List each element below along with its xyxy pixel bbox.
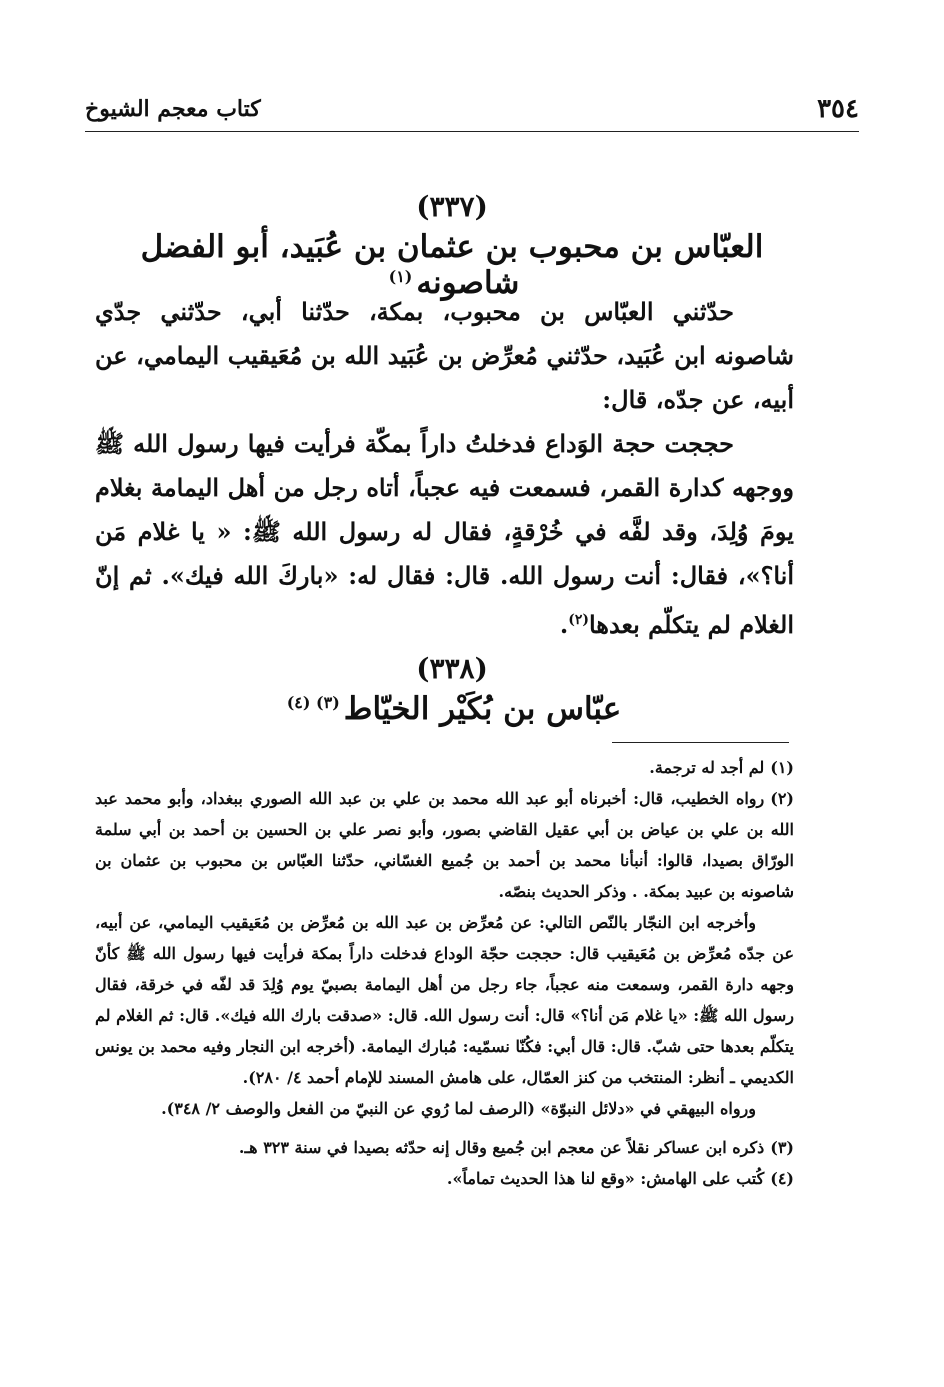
footnote-mark: (٣) xyxy=(770,1138,794,1157)
footnote-text: لم أجد له ترجمة. xyxy=(649,758,765,777)
running-title: كتاب معجم الشيوخ xyxy=(85,96,261,122)
footnote-mark: (٤) xyxy=(770,1169,794,1188)
page-number: ٣٥٤ xyxy=(817,94,859,124)
hadith-paragraph xyxy=(95,422,794,647)
entry-heading-338 xyxy=(90,652,814,727)
entry-heading-337 xyxy=(90,190,814,301)
hadith-text: حججت حجة الوَداع فدخلتُ داراً بمكّة فرأيت فيها رسول الله ﷺ ووجهه كدارة القمر، فسمعت فيه عجباً، أتاه رجل من أهل اليمامة بغلام يومَ وُلِدَ، وقد لفَّه في خُرْقةٍ، فقال له رسول الله ﷺ: « يا غلام مَن أنا؟»، فقال: أنت رسول الله. قال: فقال له: «باركَ الله فيك». ثم إنّ الغلام لم يتكلّم بعدها xyxy=(95,429,794,639)
footnote-2 xyxy=(95,783,794,907)
footnote-2-continuation: ورواه البيهقي في «دلائل النبوّة» (الرصف لما رُوي عن النبيّ من الفعل والوصف ٢/ ٣٤٨). xyxy=(161,1099,756,1118)
footnote-mark: (٢) xyxy=(770,789,794,808)
header-rule xyxy=(85,131,859,132)
footnotes xyxy=(95,752,794,1194)
entry-number: (٣٣٧) xyxy=(416,190,488,223)
footnote-1 xyxy=(95,752,794,783)
footnote-text: كُتب على الهامش: «وقع لنا هذا الحديث تماماً». xyxy=(446,1169,765,1188)
footnote-rule xyxy=(612,742,789,743)
period: . xyxy=(559,610,569,639)
footnote-ref: (٣) (٤) xyxy=(286,693,340,712)
entry-title-text: عبّاس بن بُكَيْر الخيّاط xyxy=(343,691,622,727)
footnote-ref: (١) xyxy=(388,267,413,286)
footnote-2-continuation: وأخرجه ابن النجّار بالنّص التالي: عن مُعرِّض بن عبد الله بن مُعرِّض بن مُعَيقيب اليمامي، عن أبيه، عن جدّه مُعرِّض بن مُعَيقيب قال: حججت حجّة الوداع فدخلت داراً بمكة فرأيت فيها رسول الله ﷺ كأنّ وجهه دارة القمر، وسمعت منه عجباً، جاء رجل من أهل اليمامة بصبيّ يوم وُلِدَ قد لفّه في خرقة، فقال رسول الله ﷺ: «يا غلام مَن أنا؟» قال: أنت رسول الله. قال: «صدقت بارك الله فيك». قال: ثم الغلام لم يتكلّم بعدها حتى شبّ. قال: قال أبي: فكُنّا نسمّيه: مُبارك اليمامة. (أخرجه ابن النجار وفيه محمد بن يونس الكديمي ـ أنظر: المنتخب من كنز العمّال، على هامش المسند للإمام أحمد ٤/ ٢٨٠). xyxy=(95,913,794,1087)
footnote-ref: (٢) xyxy=(568,612,589,628)
isnad-paragraph: حدّثني العبّاس بن محبوب، بمكة، حدّثنا أبي، حدّثني جدّي شاصونه ابن عُبَيد، حدّثني مُعرِّض بن عُبَيد الله بن مُعَيقيب اليمامي، عن أبيه، عن جدّه، قال: xyxy=(95,297,794,414)
main-text xyxy=(95,290,794,647)
entry-title-text: العبّاس بن محبوب بن عثمان بن عُبَيد، أبو الفضل شاصونه xyxy=(140,229,764,301)
page-header xyxy=(85,90,859,130)
footnote-text: رواه الخطيب، قال: أخبرناه أبو عبد الله محمد بن علي بن عبد الله الصوري ببغداد، وأبو محمد عبد الله بن علي بن عياض بن أبي عقيل القاضي بصور، وأبو نصر علي بن الحسين بن أحمد بن أبي سلمة الورّاق بصيدا، قالوا: أنبأنا محمد بن أحمد بن جُميع الغسّاني، حدّثنا العبّاس بن محبوب بن عثمان بن شاصونه بن عبيد بمكة. . وذكر الحديث بنصّه. xyxy=(95,789,794,901)
footnote-mark: (١) xyxy=(770,758,794,777)
entry-title xyxy=(90,691,814,727)
footnote-3 xyxy=(95,1132,794,1163)
entry-number: (٣٣٨) xyxy=(416,652,488,685)
footnote-text: ذكره ابن عساكر نقلاً عن معجم ابن جُميع وقال إنه حدّثه بصيدا في سنة ٣٢٣ هـ. xyxy=(238,1138,765,1157)
footnote-4 xyxy=(95,1163,794,1194)
